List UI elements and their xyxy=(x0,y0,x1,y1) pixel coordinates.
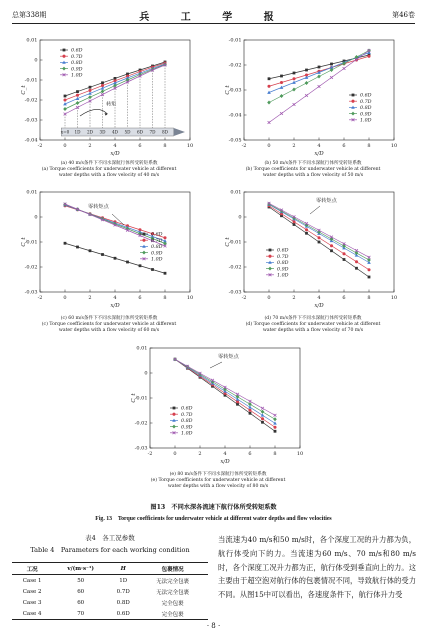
data-point xyxy=(305,69,308,72)
data-point xyxy=(273,426,276,429)
x-tick-label: 0 xyxy=(267,143,271,149)
caption-c-en-2: water depths with a flow velocity of 60 m/s xyxy=(58,328,160,333)
parameters-table xyxy=(12,562,208,620)
legend-label: 0.8D xyxy=(151,245,163,251)
torque-arrow xyxy=(80,109,108,116)
data-point xyxy=(249,400,252,403)
x-tick-label: -2 xyxy=(241,143,247,149)
data-point xyxy=(280,112,283,115)
data-point xyxy=(330,76,333,79)
data-point xyxy=(101,89,105,93)
table-header-row xyxy=(12,563,208,575)
y-tick-label: 0 xyxy=(34,214,38,221)
data-point xyxy=(261,413,265,416)
caption-e-cn: (e) 80 m/s条件下不同水深航行体所受转矩系数 xyxy=(169,472,267,477)
x-tick-label: 6 xyxy=(342,295,346,301)
caption-panel-a xyxy=(14,161,204,179)
legend-label: 1.0D xyxy=(71,73,83,79)
table-cell: Case 4 xyxy=(22,610,42,617)
depth-label: 3D xyxy=(99,129,106,135)
data-point xyxy=(76,94,79,97)
data-point xyxy=(292,220,295,223)
page-header xyxy=(12,8,415,22)
zero-torque-annotation: 零转矩点 xyxy=(316,198,337,204)
volume-number: 第46卷 xyxy=(392,11,415,19)
legend-marker xyxy=(268,267,272,271)
table-header-cell: 包裹情况 xyxy=(161,566,184,573)
y-tick-label: 0 xyxy=(238,214,242,221)
chart-d-svg xyxy=(222,186,402,316)
data-point xyxy=(317,75,321,79)
x-tick-label: 4 xyxy=(317,295,321,301)
x-tick-label: 10 xyxy=(390,295,398,301)
journal-title: 兵 工 学 报 xyxy=(139,12,288,23)
x-tick-label: 10 xyxy=(186,143,194,149)
x-tick-label: -2 xyxy=(37,143,43,149)
x-tick-label: 2 xyxy=(292,143,296,149)
caption-b-en-1: (b) Torque coefficients for underwater vehicle at different xyxy=(245,167,381,172)
legend-marker xyxy=(172,425,176,429)
data-point xyxy=(248,402,252,406)
data-point xyxy=(88,89,91,92)
table-cell: 50 xyxy=(77,577,85,584)
data-point xyxy=(248,409,251,412)
caption-e-en-2: water depths with a flow velocity of 80 m/s xyxy=(167,484,269,489)
legend-marker xyxy=(142,239,145,242)
data-point xyxy=(268,121,271,124)
chart-panel-e xyxy=(128,342,308,472)
data-point xyxy=(76,101,80,105)
table-title-en: Table 4 Parameters for each working condition xyxy=(30,546,190,554)
data-point xyxy=(343,67,346,70)
table-row xyxy=(12,575,208,587)
data-point xyxy=(151,268,154,271)
y-tick-label: -0.01 xyxy=(134,395,148,402)
chart-panel-a xyxy=(18,34,198,164)
data-point xyxy=(64,95,67,98)
x-tick-label: 10 xyxy=(390,143,398,149)
data-point xyxy=(88,95,92,99)
data-point xyxy=(330,244,333,247)
caption-d-cn: (d) 70 m/s条件下不同水深航行体所受转矩系数 xyxy=(264,316,362,321)
x-tick-label: 2 xyxy=(88,143,92,149)
table-row xyxy=(12,608,208,620)
legend-label: 0.9D xyxy=(360,112,372,118)
legend-marker xyxy=(269,249,272,252)
chart-c-legend xyxy=(140,232,163,263)
y-tick-label: -0.01 xyxy=(228,37,242,44)
data-point xyxy=(367,55,370,58)
table-cell: 0.6D xyxy=(116,610,130,617)
legend-label: 0.6D xyxy=(71,48,83,54)
data-point xyxy=(163,236,166,239)
data-point xyxy=(63,107,67,111)
y-tick-label: 0.01 xyxy=(26,37,38,44)
depth-label: 6D xyxy=(136,129,144,135)
data-point xyxy=(318,66,321,69)
data-point xyxy=(76,246,79,249)
x-axis-label: x/D xyxy=(314,303,324,309)
data-point xyxy=(101,253,104,256)
legend-label: 0.6D xyxy=(277,248,289,254)
y-tick-label: -0.04 xyxy=(228,112,242,119)
y-axis-label: C_t xyxy=(21,237,27,247)
y-tick-label: -0.03 xyxy=(228,87,242,94)
caption-c-en-1: (c) Torque coefficients for underwater vehicle at different xyxy=(41,322,177,327)
x-axis-label: x/D xyxy=(110,151,120,157)
table-cell: 0.8D xyxy=(116,599,130,606)
data-point xyxy=(305,232,308,235)
data-point xyxy=(330,249,333,252)
y-axis-label: C_t xyxy=(131,393,137,403)
x-tick-label: 0 xyxy=(63,143,67,149)
data-point xyxy=(292,88,296,92)
y-tick-label: -0.02 xyxy=(228,62,242,69)
legend-label: 1.0D xyxy=(360,118,372,124)
data-point xyxy=(368,276,371,279)
torque-annotation: 转矩 xyxy=(106,101,117,108)
table-title-cn: 表4 各工况参数 xyxy=(85,534,135,542)
data-point xyxy=(267,85,270,88)
data-point xyxy=(236,400,239,403)
caption-d-en-1: (d) Torque coefficients for underwater vehicle at different xyxy=(245,322,381,327)
body-paragraph: 当流速为40 m/s和50 m/s时，各个深度工况的升力都为负，航行体受向下的力。当流速为60 m/s、70 m/s和80 m/s时，各个深度工况升力都为正，航行体受到垂直向上的力。这主要由于超空泡对航行体的包裹情况不同，导致航行体的受力不同。从图15中可以看出，各速度条件下，航行体升力受 xyxy=(218,535,416,600)
vehicle-nose-shape xyxy=(174,128,185,136)
depth-label: 5D xyxy=(124,129,131,135)
chart-c-plot xyxy=(21,190,193,309)
x-tick-label: 2 xyxy=(88,295,92,301)
table-cell: 60 xyxy=(77,599,85,606)
y-tick-label: -0.03 xyxy=(24,289,38,296)
legend-marker xyxy=(172,413,175,416)
data-point xyxy=(343,258,346,261)
page-number: · 8 · xyxy=(206,622,221,630)
chart-panel-d xyxy=(222,186,402,316)
legend-label: 1.0D xyxy=(181,431,193,437)
data-point xyxy=(273,417,277,421)
depth-label: 2D xyxy=(86,129,94,135)
x-tick-label: -2 xyxy=(147,451,153,457)
x-tick-label: -2 xyxy=(37,295,43,301)
y-tick-label: -0.03 xyxy=(228,289,242,296)
table-header-cell: H xyxy=(120,565,126,572)
data-point xyxy=(89,249,92,252)
data-point xyxy=(114,257,117,260)
x-tick-label: 6 xyxy=(138,295,142,301)
table-header-cell: v/(m·s⁻¹) xyxy=(67,565,94,572)
header-rule xyxy=(12,23,415,24)
table-cell: 1D xyxy=(119,577,128,584)
chart-e-legend xyxy=(170,406,193,437)
chart-b-legend xyxy=(349,93,372,124)
x-axis-label: x/D xyxy=(110,303,120,309)
data-point xyxy=(293,223,296,226)
caption-d-en-2: water depths with a flow velocity of 70 m/s xyxy=(262,328,364,333)
data-point xyxy=(249,412,252,415)
data-point xyxy=(274,430,277,433)
x-tick-label: 0 xyxy=(63,295,67,301)
data-point xyxy=(273,421,277,424)
x-tick-label: 2 xyxy=(292,295,296,301)
legend-marker xyxy=(268,255,271,258)
y-tick-label: 0.01 xyxy=(26,189,38,196)
data-point xyxy=(305,94,308,97)
data-point xyxy=(63,98,66,101)
data-point xyxy=(126,261,129,264)
figure-caption-en: Fig. 13 Torque coefficients for underwater vehicle at different water depths and flow velocities xyxy=(95,516,332,522)
x-tick-label: 4 xyxy=(113,295,117,301)
caption-panel-c xyxy=(14,316,204,334)
data-point xyxy=(280,75,283,78)
y-tick-label: 0.01 xyxy=(230,189,242,196)
x-tick-label: 0 xyxy=(267,295,271,301)
y-tick-label: -0.04 xyxy=(24,137,38,144)
data-point xyxy=(293,72,296,75)
table-header-cell: 工况 xyxy=(26,566,38,573)
depth-label: 7D xyxy=(149,129,156,135)
y-tick-label: -0.02 xyxy=(24,264,38,271)
data-point xyxy=(89,86,92,89)
data-point xyxy=(318,241,321,244)
y-tick-label: -0.03 xyxy=(134,445,148,452)
x-tick-label: 4 xyxy=(223,451,227,457)
depth-label: 1D xyxy=(74,129,81,135)
legend-label: 0.9D xyxy=(277,267,289,273)
data-point xyxy=(305,228,308,231)
x-tick-label: 4 xyxy=(317,143,321,149)
legend-marker xyxy=(143,233,146,236)
legend-label: 1.0D xyxy=(151,257,163,263)
y-tick-label: -0.01 xyxy=(24,239,38,246)
legend-label: 0.7D xyxy=(360,99,372,105)
table-cell: 无法完全包裹 xyxy=(156,589,190,596)
data-point xyxy=(305,81,309,85)
legend-marker xyxy=(62,67,66,71)
issue-number: 总第338期 xyxy=(12,11,47,19)
x-tick-label: 8 xyxy=(367,143,371,149)
x-axis-label: x/D xyxy=(314,151,324,157)
x-tick-label: 2 xyxy=(198,451,202,457)
x-tick-label: 6 xyxy=(248,451,252,457)
y-tick-label: -0.01 xyxy=(24,77,38,84)
chart-d-legend xyxy=(266,248,289,279)
data-point xyxy=(76,90,79,93)
legend-label: 0.8D xyxy=(71,61,83,67)
caption-b-en-2: water depths with a flow velocity of 50 m/s xyxy=(262,173,364,178)
x-tick-label: 8 xyxy=(163,295,167,301)
caption-a-cn: (a) 40 m/s条件下不同水深航行体所受转矩系数 xyxy=(60,161,158,166)
y-tick-label: -0.02 xyxy=(228,264,242,271)
caption-c-cn: (c) 60 m/s条件下不同水深航行体所受转矩系数 xyxy=(60,316,158,321)
legend-label: 0.7D xyxy=(71,54,83,60)
legend-label: 0.7D xyxy=(181,412,193,418)
zero-torque-annotation: 零转矩点 xyxy=(218,354,239,360)
plot-frame xyxy=(40,40,190,140)
data-point xyxy=(274,414,277,417)
chart-a-legend xyxy=(60,48,83,79)
data-point xyxy=(317,236,320,239)
legend-marker xyxy=(173,407,176,410)
chart-panel-c xyxy=(18,186,198,316)
y-tick-label: 0 xyxy=(34,57,38,64)
legend-label: 0.6D xyxy=(151,232,163,238)
y-tick-label: -0.01 xyxy=(228,239,242,246)
x-tick-label: 10 xyxy=(186,295,194,301)
x-tick-label: 8 xyxy=(273,451,277,457)
data-point xyxy=(280,81,283,84)
y-tick-label: 0 xyxy=(144,370,148,377)
x-tick-label: 6 xyxy=(342,143,346,149)
data-point xyxy=(355,260,358,263)
data-point xyxy=(267,101,271,105)
x-tick-label: 10 xyxy=(296,451,304,457)
x-tick-label: 0 xyxy=(173,451,177,457)
y-axis-label: C_t xyxy=(21,85,27,95)
legend-marker xyxy=(63,49,66,52)
depth-label: 4D xyxy=(111,129,119,135)
y-tick-label: 0.01 xyxy=(136,345,148,352)
y-tick-label: -0.02 xyxy=(134,420,148,427)
plot-frame xyxy=(40,192,190,292)
legend-label: 0.8D xyxy=(360,106,372,112)
legend-label: 0.7D xyxy=(277,254,289,260)
legend-marker xyxy=(351,100,354,103)
data-point xyxy=(280,94,284,98)
data-point xyxy=(64,242,67,245)
data-point xyxy=(101,81,104,84)
chart-c-svg xyxy=(18,186,198,316)
zero-torque-annotation: 零转矩点 xyxy=(88,204,109,210)
data-point xyxy=(261,407,264,410)
legend-marker xyxy=(62,55,65,58)
legend-label: 1.0D xyxy=(277,273,289,279)
data-point xyxy=(367,268,370,271)
legend-label: 0.9D xyxy=(71,67,83,73)
data-point xyxy=(330,63,333,66)
data-point xyxy=(342,252,345,255)
caption-b-cn: (b) 50 m/s条件下不同水深航行体所受转矩系数 xyxy=(264,161,362,166)
chart-d-plot xyxy=(225,190,397,309)
figure-caption-cn: 图13 不同水深各流速下航行体所受转矩系数 xyxy=(150,504,277,511)
caption-a-en-1: (a) Torque coefficients for underwater vehicle at different xyxy=(41,167,177,172)
data-point xyxy=(268,77,271,80)
table-cell: Case 2 xyxy=(22,588,42,595)
chart-a-plot xyxy=(21,38,193,157)
data-point xyxy=(261,421,264,424)
table-cell: 60 xyxy=(77,588,85,595)
legend-label: 0.8D xyxy=(277,261,289,267)
legend-label: 0.7D xyxy=(151,238,163,244)
table-cell: 完全包裹 xyxy=(161,600,184,607)
x-tick-label: 8 xyxy=(367,295,371,301)
x-tick-label: -2 xyxy=(241,295,247,301)
annotation-leader-line xyxy=(310,206,320,214)
legend-label: 0.8D xyxy=(181,419,193,425)
table-cell: 0.7D xyxy=(116,588,130,595)
legend-marker xyxy=(351,112,355,116)
table-cell: Case 1 xyxy=(22,577,42,584)
y-tick-label: -0.03 xyxy=(24,117,38,124)
x-tick-label: 6 xyxy=(138,143,142,149)
table-row xyxy=(12,586,208,597)
caption-panel-d xyxy=(218,316,408,334)
legend-marker xyxy=(142,251,146,255)
legend-label: 0.6D xyxy=(181,406,193,412)
caption-panel-b xyxy=(218,161,408,179)
legend-marker xyxy=(352,94,355,97)
table-cell: 完全包裹 xyxy=(161,611,184,618)
data-point xyxy=(355,267,358,270)
chart-panel-b xyxy=(222,34,402,164)
caption-panel-e xyxy=(118,472,318,490)
x-axis-label: x/D xyxy=(220,459,230,465)
chart-e-svg xyxy=(128,342,308,472)
legend-label: 0.6D xyxy=(360,93,372,99)
chart-b-plot xyxy=(225,38,397,157)
data-point xyxy=(261,417,264,420)
depth-label: x=0 xyxy=(60,129,70,135)
table-cell: Case 3 xyxy=(22,599,42,606)
data-point xyxy=(293,103,296,106)
table-cell: 70 xyxy=(77,610,85,617)
table-cell: 无法完全包裹 xyxy=(156,578,190,585)
legend-label: 0.9D xyxy=(151,251,163,257)
data-point xyxy=(292,77,295,80)
chart-a-svg xyxy=(18,34,198,164)
data-point xyxy=(164,272,167,275)
y-tick-label: -0.02 xyxy=(24,97,38,104)
data-point xyxy=(139,264,142,267)
table-row xyxy=(12,597,208,608)
depth-label: 8D xyxy=(161,129,169,135)
chart-e-plot xyxy=(131,346,303,465)
y-axis-label: C_t xyxy=(225,237,231,247)
x-tick-label: 4 xyxy=(113,143,117,149)
y-axis-label: C_t xyxy=(225,85,231,95)
plot-frame xyxy=(244,40,394,140)
y-tick-label: -0.05 xyxy=(228,137,242,144)
x-tick-label: 8 xyxy=(163,143,167,149)
data-point xyxy=(261,410,265,414)
caption-e-en-1: (e) Torque coefficients for underwater vehicle at different xyxy=(150,478,286,483)
data-point xyxy=(318,85,321,88)
chart-b-svg xyxy=(222,34,402,164)
annotation-leader-line xyxy=(210,362,222,368)
caption-a-en-2: water depths with a flow velocity of 40 m/s xyxy=(58,173,160,178)
legend-label: 0.9D xyxy=(181,425,193,431)
